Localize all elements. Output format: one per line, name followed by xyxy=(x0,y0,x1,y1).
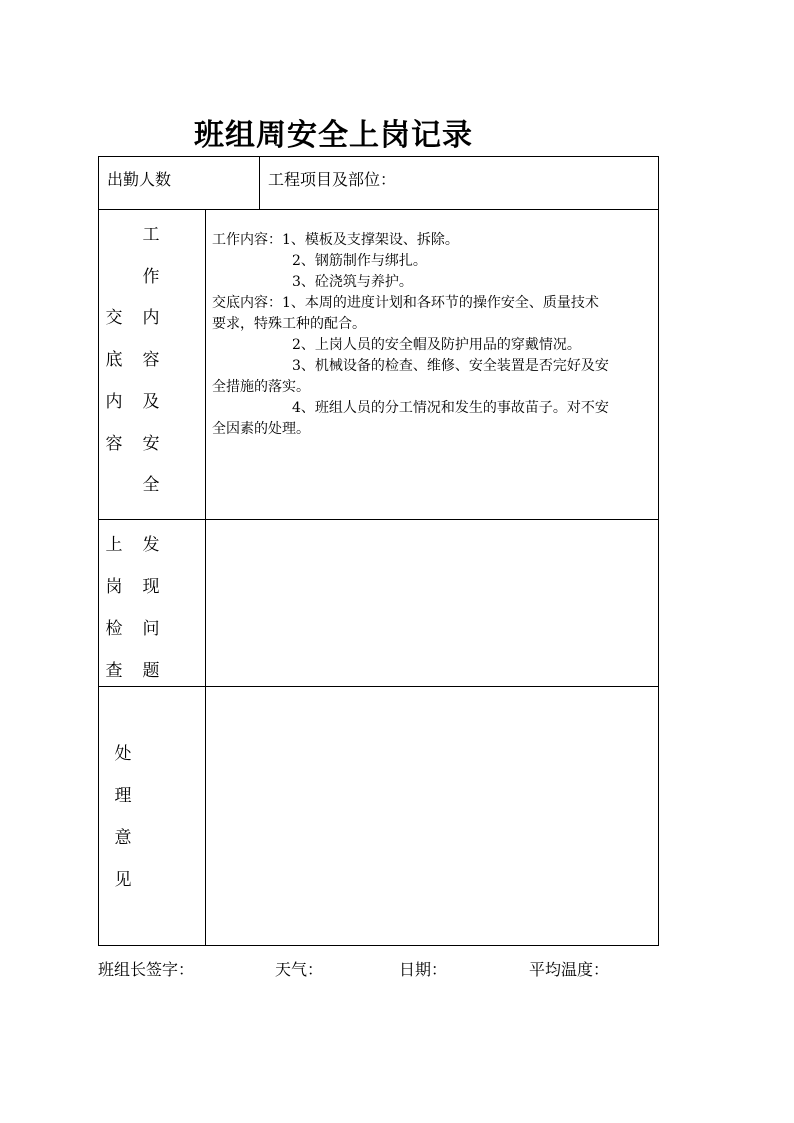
work-item: 2、钢筋制作与绑扎。 xyxy=(292,253,427,269)
work-safety-label-char: 安 xyxy=(142,434,160,454)
briefing-label-char: 底 xyxy=(105,350,123,370)
work-item: 3、砼浇筑与养护。 xyxy=(292,274,413,290)
handling-opinion-label-char: 理 xyxy=(114,786,132,806)
found-issues-label-char: 发 xyxy=(142,535,160,555)
work-safety-label-char: 全 xyxy=(142,475,160,495)
brief-item: 1、本周的进度计划和各环节的操作安全、质量技术 xyxy=(282,295,599,311)
work-item: 1、模板及支撑架设、拆除。 xyxy=(282,232,459,248)
briefing-label-char: 容 xyxy=(105,434,123,454)
weather-label: 天气： xyxy=(275,960,324,979)
brief-item-continued: 全因素的处理。 xyxy=(212,421,310,437)
work-safety-label-char: 及 xyxy=(142,392,160,412)
brief-content-label: 交底内容： xyxy=(212,295,282,311)
onduty-check-label-char: 上 xyxy=(105,535,123,555)
onduty-check-label-char: 岗 xyxy=(105,577,123,597)
brief-item: 2、上岗人员的安全帽及防护用品的穿戴情况。 xyxy=(292,337,581,353)
leader-signature-label: 班组长签字： xyxy=(98,960,195,979)
row-divider xyxy=(98,519,659,520)
brief-item: 4、班组人员的分工情况和发生的事故苗子。对不安 xyxy=(292,400,609,416)
work-content-label: 工作内容： xyxy=(212,232,282,248)
onduty-check-label-char: 查 xyxy=(105,661,123,681)
handling-opinion-label-char: 意 xyxy=(114,828,132,848)
page-title: 班组周安全上岗记录 xyxy=(194,118,473,153)
attendance-label: 出勤人数 xyxy=(107,170,172,189)
brief-content-line xyxy=(212,293,654,314)
work-content-line xyxy=(212,230,654,251)
handling-opinion-label-char: 见 xyxy=(114,870,132,890)
briefing-content xyxy=(212,230,654,440)
onduty-check-label-char: 检 xyxy=(105,619,123,639)
found-issues-label-char: 问 xyxy=(142,619,160,639)
work-safety-label-char: 内 xyxy=(142,308,160,328)
briefing-label-char: 内 xyxy=(105,392,123,412)
handling-opinion-label-char: 处 xyxy=(114,744,132,764)
work-safety-label-char: 作 xyxy=(142,267,160,287)
brief-item: 3、机械设备的检查、维修、安全装置是否完好及安 xyxy=(292,358,609,374)
work-safety-label-char: 容 xyxy=(142,350,160,370)
column-divider xyxy=(205,209,206,946)
work-safety-label-char: 工 xyxy=(142,225,160,245)
brief-item-continued: 全措施的落实。 xyxy=(212,379,310,395)
brief-item-continued: 要求，特殊工种的配合。 xyxy=(212,316,366,332)
header-divider xyxy=(259,156,260,209)
date-label: 日期： xyxy=(399,960,448,979)
avg-temperature-label: 平均温度： xyxy=(529,960,610,979)
row-divider xyxy=(98,686,659,687)
row-divider xyxy=(98,209,659,210)
found-issues-label-char: 题 xyxy=(142,661,160,681)
project-label: 工程项目及部位： xyxy=(268,170,397,189)
found-issues-label-char: 现 xyxy=(142,577,160,597)
briefing-label-char: 交 xyxy=(105,308,123,328)
